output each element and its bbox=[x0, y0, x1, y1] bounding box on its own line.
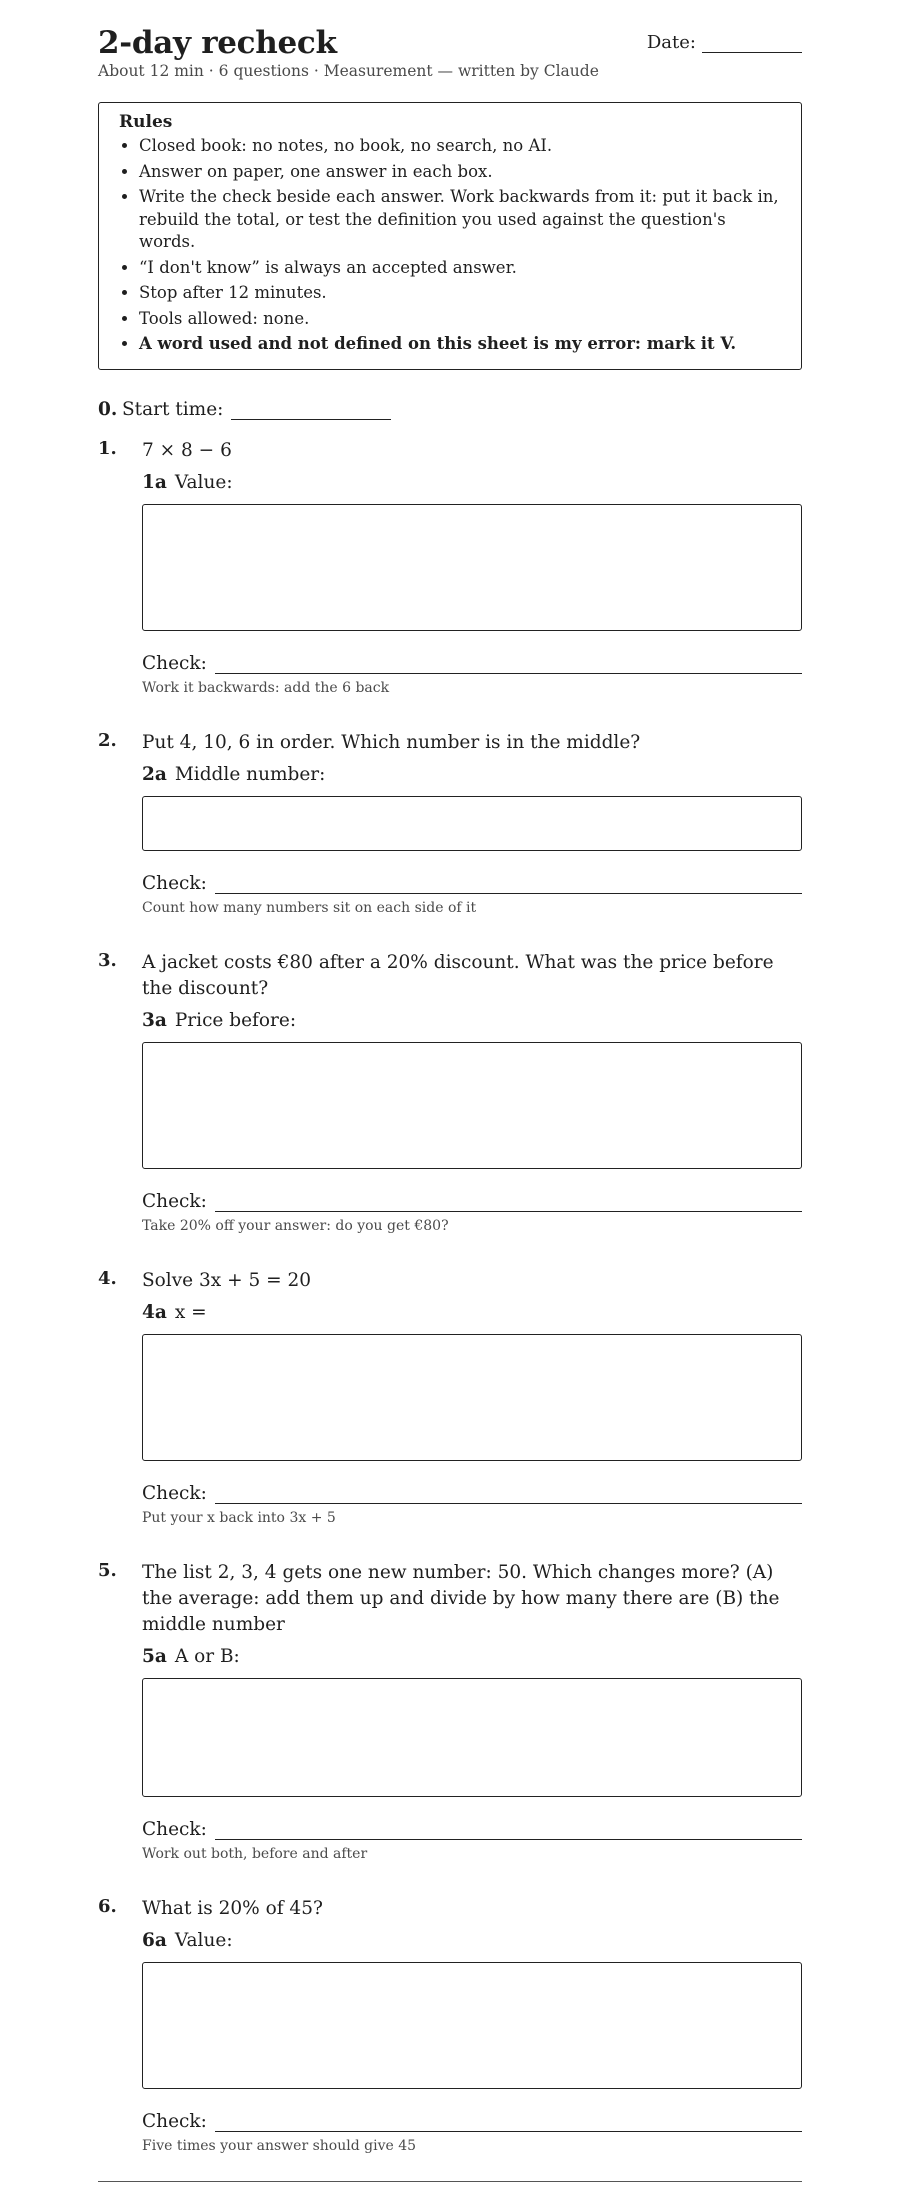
answer-id: 2a bbox=[142, 763, 167, 785]
check-hint: Put your x back into 3x + 5 bbox=[142, 1509, 336, 1526]
answer-label-text: Middle number: bbox=[174, 763, 326, 785]
question-number: 1. bbox=[98, 437, 117, 459]
check-line[interactable] bbox=[215, 1193, 802, 1212]
answer-id: 5a bbox=[142, 1645, 167, 1667]
answer-id: 6a bbox=[142, 1929, 167, 1951]
question-5 bbox=[98, 1560, 802, 1862]
answer-label bbox=[142, 1645, 802, 1669]
answer-box[interactable] bbox=[142, 796, 802, 851]
check-label: Check: bbox=[142, 1190, 207, 1212]
page-subtitle: About 12 min · 6 questions · Measurement — written by Claude bbox=[98, 62, 599, 80]
check-hint: Five times your answer should give 45 bbox=[142, 2137, 417, 2154]
start-time-line[interactable] bbox=[231, 399, 391, 420]
check-row bbox=[142, 1482, 802, 1504]
page-title: 2-day recheck bbox=[98, 25, 337, 61]
check-hint: Work it backwards: add the 6 back bbox=[142, 679, 390, 696]
start-number: 0. bbox=[98, 398, 118, 420]
answer-box[interactable] bbox=[142, 504, 802, 631]
answer-id: 4a bbox=[142, 1301, 167, 1323]
check-row bbox=[142, 652, 802, 674]
rule-item: • Answer on paper, one answer in each box. bbox=[139, 161, 783, 184]
question-prompt: 7 × 8 − 6 bbox=[142, 439, 232, 461]
answer-box[interactable] bbox=[142, 1334, 802, 1461]
check-hint: Work out both, before and after bbox=[142, 1845, 368, 1862]
rule-item: • Tools allowed: none. bbox=[139, 308, 783, 331]
bottom-divider bbox=[98, 2181, 802, 2182]
rule-item: • A word used and not defined on this sheet is my error: mark it V. bbox=[139, 333, 783, 356]
check-row bbox=[142, 1818, 802, 1840]
question-1 bbox=[98, 438, 802, 696]
check-label: Check: bbox=[142, 2110, 207, 2132]
question-number: 2. bbox=[98, 729, 117, 751]
header bbox=[98, 24, 802, 82]
answer-id: 3a bbox=[142, 1009, 167, 1031]
check-label: Check: bbox=[142, 652, 207, 674]
answer-label bbox=[142, 1301, 802, 1325]
question-3 bbox=[98, 950, 802, 1234]
answer-box[interactable] bbox=[142, 1678, 802, 1797]
answer-label-text: Value: bbox=[174, 1929, 233, 1951]
answer-label-text: A or B: bbox=[174, 1645, 240, 1667]
answer-label bbox=[142, 763, 802, 787]
check-line[interactable] bbox=[215, 2113, 802, 2132]
rule-item: • Write the check beside each answer. Work backwards from it: put it back in, rebuild the total, or test the definition you used against the question's words. bbox=[139, 186, 783, 254]
check-row bbox=[142, 872, 802, 894]
check-hint: Count how many numbers sit on each side of it bbox=[142, 899, 477, 916]
answer-label bbox=[142, 1009, 802, 1033]
check-row bbox=[142, 1190, 802, 1212]
check-row bbox=[142, 2110, 802, 2132]
check-label: Check: bbox=[142, 872, 207, 894]
question-number: 6. bbox=[98, 1895, 117, 1917]
worksheet-content bbox=[98, 24, 802, 2154]
answer-id: 1a bbox=[142, 471, 167, 493]
check-line[interactable] bbox=[215, 875, 802, 894]
question-prompt: Put 4, 10, 6 in order. Which number is in the middle? bbox=[142, 731, 641, 753]
date-line[interactable] bbox=[702, 34, 802, 53]
rules-list bbox=[119, 135, 783, 356]
answer-label-text: Price before: bbox=[174, 1009, 297, 1031]
answer-label bbox=[142, 471, 802, 495]
start-time-label: Start time: bbox=[122, 398, 224, 420]
answer-label-text: x = bbox=[174, 1301, 207, 1323]
question-prompt: What is 20% of 45? bbox=[142, 1897, 323, 1919]
check-line[interactable] bbox=[215, 655, 802, 674]
rules-box bbox=[98, 102, 802, 370]
question-number: 4. bbox=[98, 1267, 117, 1289]
check-label: Check: bbox=[142, 1818, 207, 1840]
question-number: 5. bbox=[98, 1559, 117, 1581]
check-hint: Take 20% off your answer: do you get €80? bbox=[142, 1217, 449, 1234]
rule-item: • “I don't know” is always an accepted answer. bbox=[139, 257, 783, 280]
check-label: Check: bbox=[142, 1482, 207, 1504]
question-4 bbox=[98, 1268, 802, 1526]
answer-box[interactable] bbox=[142, 1042, 802, 1169]
question-prompt: Solve 3x + 5 = 20 bbox=[142, 1269, 312, 1291]
check-line[interactable] bbox=[215, 1485, 802, 1504]
question-prompt: A jacket costs €80 after a 20% discount. What was the price before the discount? bbox=[142, 951, 774, 999]
question-2 bbox=[98, 730, 802, 916]
question-number: 3. bbox=[98, 949, 117, 971]
question-6 bbox=[98, 1896, 802, 2154]
answer-label bbox=[142, 1929, 802, 1953]
date-label: Date: bbox=[646, 32, 696, 53]
answer-box[interactable] bbox=[142, 1962, 802, 2089]
answer-label-text: Value: bbox=[174, 471, 233, 493]
start-time-row bbox=[98, 392, 802, 420]
rules-title: Rules bbox=[119, 112, 173, 132]
rule-item: • Stop after 12 minutes. bbox=[139, 282, 783, 305]
rule-item: • Closed book: no notes, no book, no search, no AI. bbox=[139, 135, 783, 158]
check-line[interactable] bbox=[215, 1821, 802, 1840]
question-prompt: The list 2, 3, 4 gets one new number: 50. Which changes more? (A) the average: add them up and divide by how many there are (B) the middle number bbox=[142, 1561, 780, 1635]
date-field[interactable] bbox=[647, 32, 802, 53]
